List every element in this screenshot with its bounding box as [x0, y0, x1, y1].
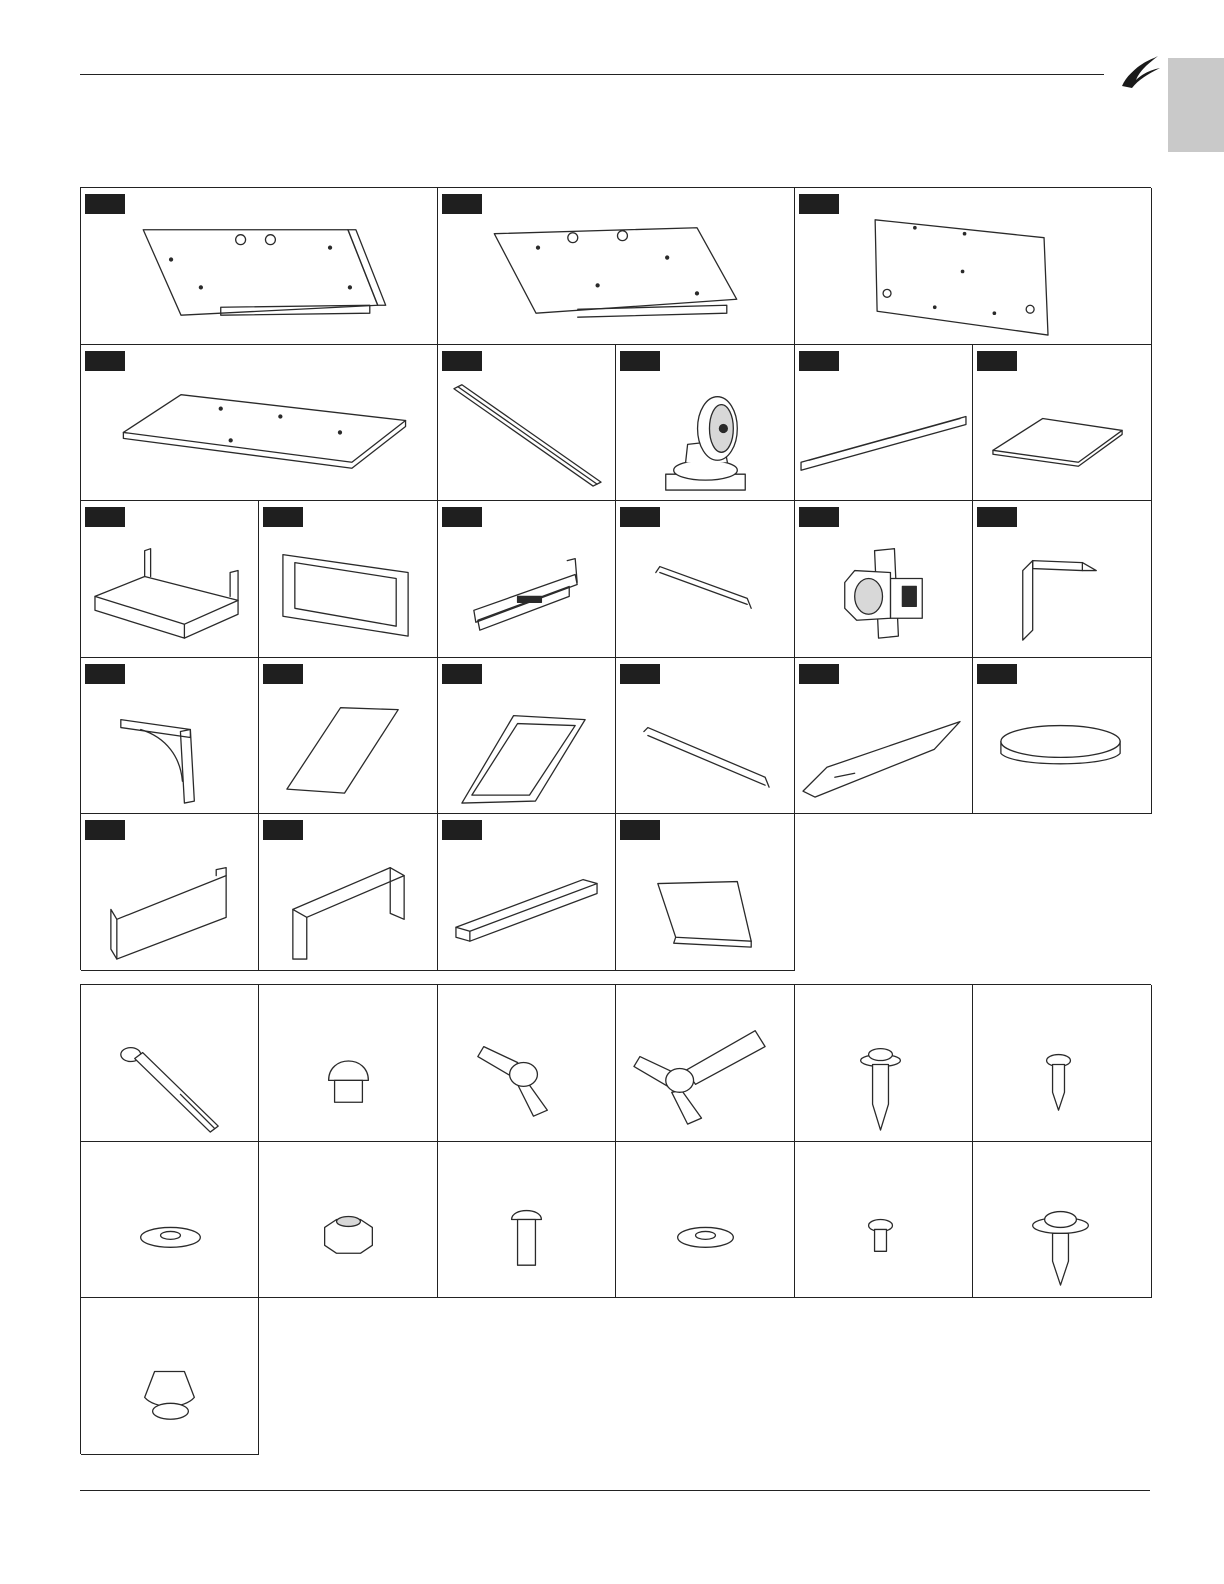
flame-logo-icon: [1118, 50, 1162, 90]
part-front-frame: [259, 501, 438, 658]
hardware-lock-nut: [259, 1142, 438, 1298]
hardware-long-bolt: [81, 985, 259, 1142]
panels-grid: [80, 187, 1151, 970]
part-back-panel: [795, 188, 1152, 345]
part-support-bracket: [81, 658, 259, 814]
hardware-pan-head-screw: [973, 985, 1152, 1142]
footer-rule: [80, 1490, 1150, 1491]
hardware-flange-screw: [795, 985, 973, 1142]
hardware-button-head-bolt: [438, 1142, 616, 1298]
hardware-washer-head-screw: [973, 1142, 1152, 1298]
part-caster-wheel: [616, 345, 795, 501]
part-hook-rail: [616, 658, 795, 814]
part-tank-ring: [973, 658, 1152, 814]
part-drawer-tray: [81, 501, 259, 658]
hardware-flat-washer: [81, 1142, 259, 1298]
part-door-latch: [795, 501, 973, 658]
hardware-flat-washer-large: [616, 1142, 795, 1298]
part-channel-bracket: [795, 345, 973, 501]
hardware-grid: [80, 984, 1151, 1454]
hardware-wing-nut: [438, 985, 616, 1142]
section-tab: [1168, 58, 1224, 152]
part-rectangular-frame: [438, 658, 616, 814]
part-handle-bar: [616, 501, 795, 658]
part-front-skirt-left: [81, 814, 259, 971]
hardware-leveling-foot: [81, 1298, 259, 1455]
hardware-wing-bolt: [616, 985, 795, 1142]
part-corner-bracket: [973, 501, 1152, 658]
part-front-skirt-right: [259, 814, 438, 971]
part-shelf-plate: [973, 345, 1152, 501]
part-drawer-slide: [438, 501, 616, 658]
part-bottom-panel: [81, 345, 438, 501]
part-cabinet-side-panel-right: [438, 188, 795, 345]
part-angle-rail: [438, 345, 616, 501]
hardware-short-screw: [795, 1142, 973, 1298]
part-cabinet-side-panel-left: [81, 188, 438, 345]
part-angled-plate: [795, 658, 973, 814]
part-top-channel: [438, 814, 616, 971]
hardware-dome-plug: [259, 985, 438, 1142]
part-side-plate: [616, 814, 795, 971]
header-rule: [80, 74, 1104, 75]
part-floor-plate: [259, 658, 438, 814]
